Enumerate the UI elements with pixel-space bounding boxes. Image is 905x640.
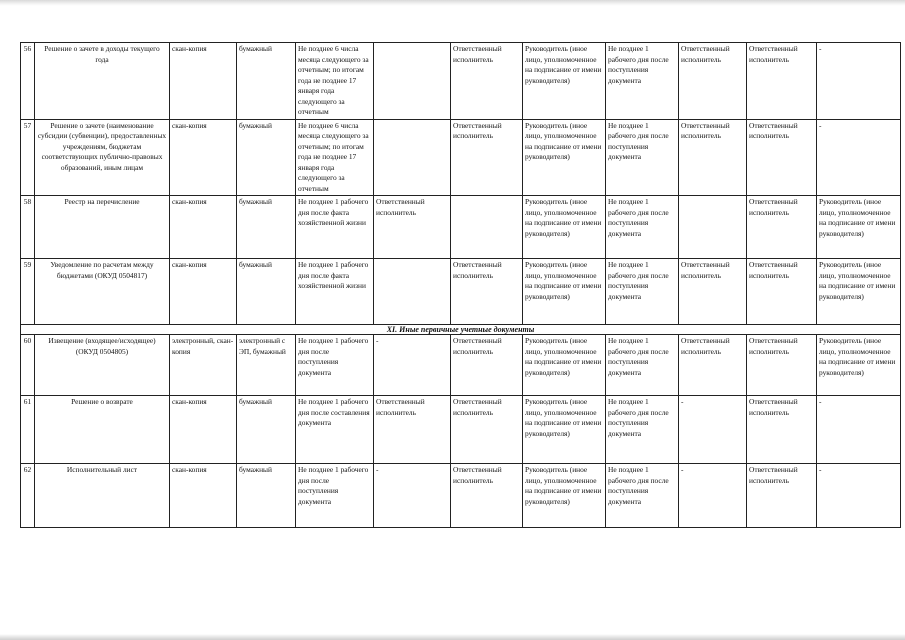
row-number: 58 [21,196,35,259]
table-row [21,335,901,396]
cell-acceptance-deadline: Не позднее 1 рабочего дня после поступления документа [606,43,679,120]
cell-document-name: Исполнительный лист [35,464,170,528]
cell-medium: бумажный [237,464,296,528]
cell-signer-1: Ответственный исполнитель [451,396,523,464]
cell-checker: - [679,464,747,528]
cell-acceptance-deadline: Не позднее 1 рабочего дня после поступления документа [606,196,679,259]
table-body [21,43,901,528]
cell-acceptance-deadline: Не позднее 1 рабочего дня после поступления документа [606,464,679,528]
cell-format: скан-копия [170,464,237,528]
cell-document-name: Реестр на перечисление [35,196,170,259]
cell-format: скан-копия [170,259,237,325]
table-row [21,43,901,120]
row-number: 59 [21,259,35,325]
table-row [21,396,901,464]
cell-signer-1: Ответственный исполнитель [451,464,523,528]
cell-submission-deadline: Не позднее 1 рабочего дня после поступления документа [296,335,374,396]
cell-document-name: Решение о возврате [35,396,170,464]
cell-checker [679,196,747,259]
cell-second-signer: Руководитель (иное лицо, уполномоченное на подписание от имени руководителя) [817,196,901,259]
cell-checker: Ответственный исполнитель [679,259,747,325]
cell-second-signer: - [817,464,901,528]
cell-second-signer: Руководитель (иное лицо, уполномоченное на подписание от имени руководителя) [817,259,901,325]
cell-format: скан-копия [170,43,237,120]
cell-document-name: Решение о зачете (наименование субсидии (субвенции), предоставленных учреждениям, бюджетам соответствующих публично-правовых образований, иным лицам [35,119,170,196]
cell-signer-1: Ответственный исполнитель [451,43,523,120]
cell-accounting-executor: Ответственный исполнитель [747,396,817,464]
cell-accounting-executor: Ответственный исполнитель [747,335,817,396]
cell-submission-deadline: Не позднее 1 рабочего дня после составления документа [296,396,374,464]
cell-accounting-executor: Ответственный исполнитель [747,43,817,120]
cell-signer-1 [451,196,523,259]
cell-creator [374,43,451,120]
row-number: 60 [21,335,35,396]
table-row [21,196,901,259]
cell-medium: бумажный [237,196,296,259]
cell-second-signer: Руководитель (иное лицо, уполномоченное на подписание от имени руководителя) [817,335,901,396]
cell-acceptance-deadline: Не позднее 1 рабочего дня после поступления документа [606,335,679,396]
cell-acceptance-deadline: Не позднее 1 рабочего дня после поступления документа [606,396,679,464]
cell-acceptance-deadline: Не позднее 1 рабочего дня после поступления документа [606,119,679,196]
cell-document-name: Уведомление по расчетам между бюджетами (ОКУД 0504817) [35,259,170,325]
cell-accounting-executor: Ответственный исполнитель [747,464,817,528]
cell-submission-deadline: Не позднее 6 числа месяца следующего за отчетным; по итогам года не позднее 17 января года следующего за отчетным [296,119,374,196]
cell-document-name: Решение о зачете в доходы текущего года [35,43,170,120]
cell-approver: Руководитель (иное лицо, уполномоченное на подписание от имени руководителя) [523,119,606,196]
cell-creator: Ответственный исполнитель [374,396,451,464]
cell-second-signer: - [817,119,901,196]
cell-approver: Руководитель (иное лицо, уполномоченное на подписание от имени руководителя) [523,464,606,528]
cell-checker: Ответственный исполнитель [679,43,747,120]
cell-approver: Руководитель (иное лицо, уполномоченное на подписание от имени руководителя) [523,43,606,120]
cell-submission-deadline: Не позднее 1 рабочего дня после поступления документа [296,464,374,528]
cell-submission-deadline: Не позднее 1 рабочего дня после факта хозяйственной жизни [296,196,374,259]
cell-approver: Руководитель (иное лицо, уполномоченное на подписание от имени руководителя) [523,196,606,259]
cell-creator: - [374,464,451,528]
cell-submission-deadline: Не позднее 1 рабочего дня после факта хозяйственной жизни [296,259,374,325]
cell-signer-1: Ответственный исполнитель [451,259,523,325]
cell-medium: бумажный [237,259,296,325]
cell-format: электронный, скан-копия [170,335,237,396]
row-number: 57 [21,119,35,196]
cell-medium: электронный с ЭП, бумажный [237,335,296,396]
table-row [21,464,901,528]
cell-medium: бумажный [237,43,296,120]
cell-format: скан-копия [170,396,237,464]
scan-edge-bottom [0,634,905,640]
cell-checker: Ответственный исполнитель [679,335,747,396]
section-title: XI. Иные первичные учетные документы [21,325,901,335]
table-row [21,259,901,325]
cell-creator [374,259,451,325]
cell-approver: Руководитель (иное лицо, уполномоченное на подписание от имени руководителя) [523,259,606,325]
cell-document-name: Извещение (входящее/исходящее) (ОКУД 0504805) [35,335,170,396]
cell-medium: бумажный [237,396,296,464]
cell-creator: - [374,335,451,396]
cell-medium: бумажный [237,119,296,196]
cell-accounting-executor: Ответственный исполнитель [747,259,817,325]
cell-approver: Руководитель (иное лицо, уполномоченное на подписание от имени руководителя) [523,335,606,396]
cell-submission-deadline: Не позднее 6 числа месяца следующего за отчетным; по итогам года не позднее 17 января года следующего за отчетным [296,43,374,120]
cell-second-signer: - [817,396,901,464]
row-number: 61 [21,396,35,464]
cell-format: скан-копия [170,196,237,259]
cell-format: скан-копия [170,119,237,196]
cell-approver: Руководитель (иное лицо, уполномоченное на подписание от имени руководителя) [523,396,606,464]
cell-checker: Ответственный исполнитель [679,119,747,196]
document-table [20,42,901,528]
section-header-row [21,325,901,335]
table-row [21,119,901,196]
cell-checker: - [679,396,747,464]
cell-creator [374,119,451,196]
cell-accounting-executor: Ответственный исполнитель [747,196,817,259]
scan-edge-top [0,0,905,6]
row-number: 62 [21,464,35,528]
cell-accounting-executor: Ответственный исполнитель [747,119,817,196]
cell-signer-1: Ответственный исполнитель [451,119,523,196]
cell-second-signer: - [817,43,901,120]
cell-creator: Ответственный исполнитель [374,196,451,259]
row-number: 56 [21,43,35,120]
cell-signer-1: Ответственный исполнитель [451,335,523,396]
cell-acceptance-deadline: Не позднее 1 рабочего дня после поступления документа [606,259,679,325]
